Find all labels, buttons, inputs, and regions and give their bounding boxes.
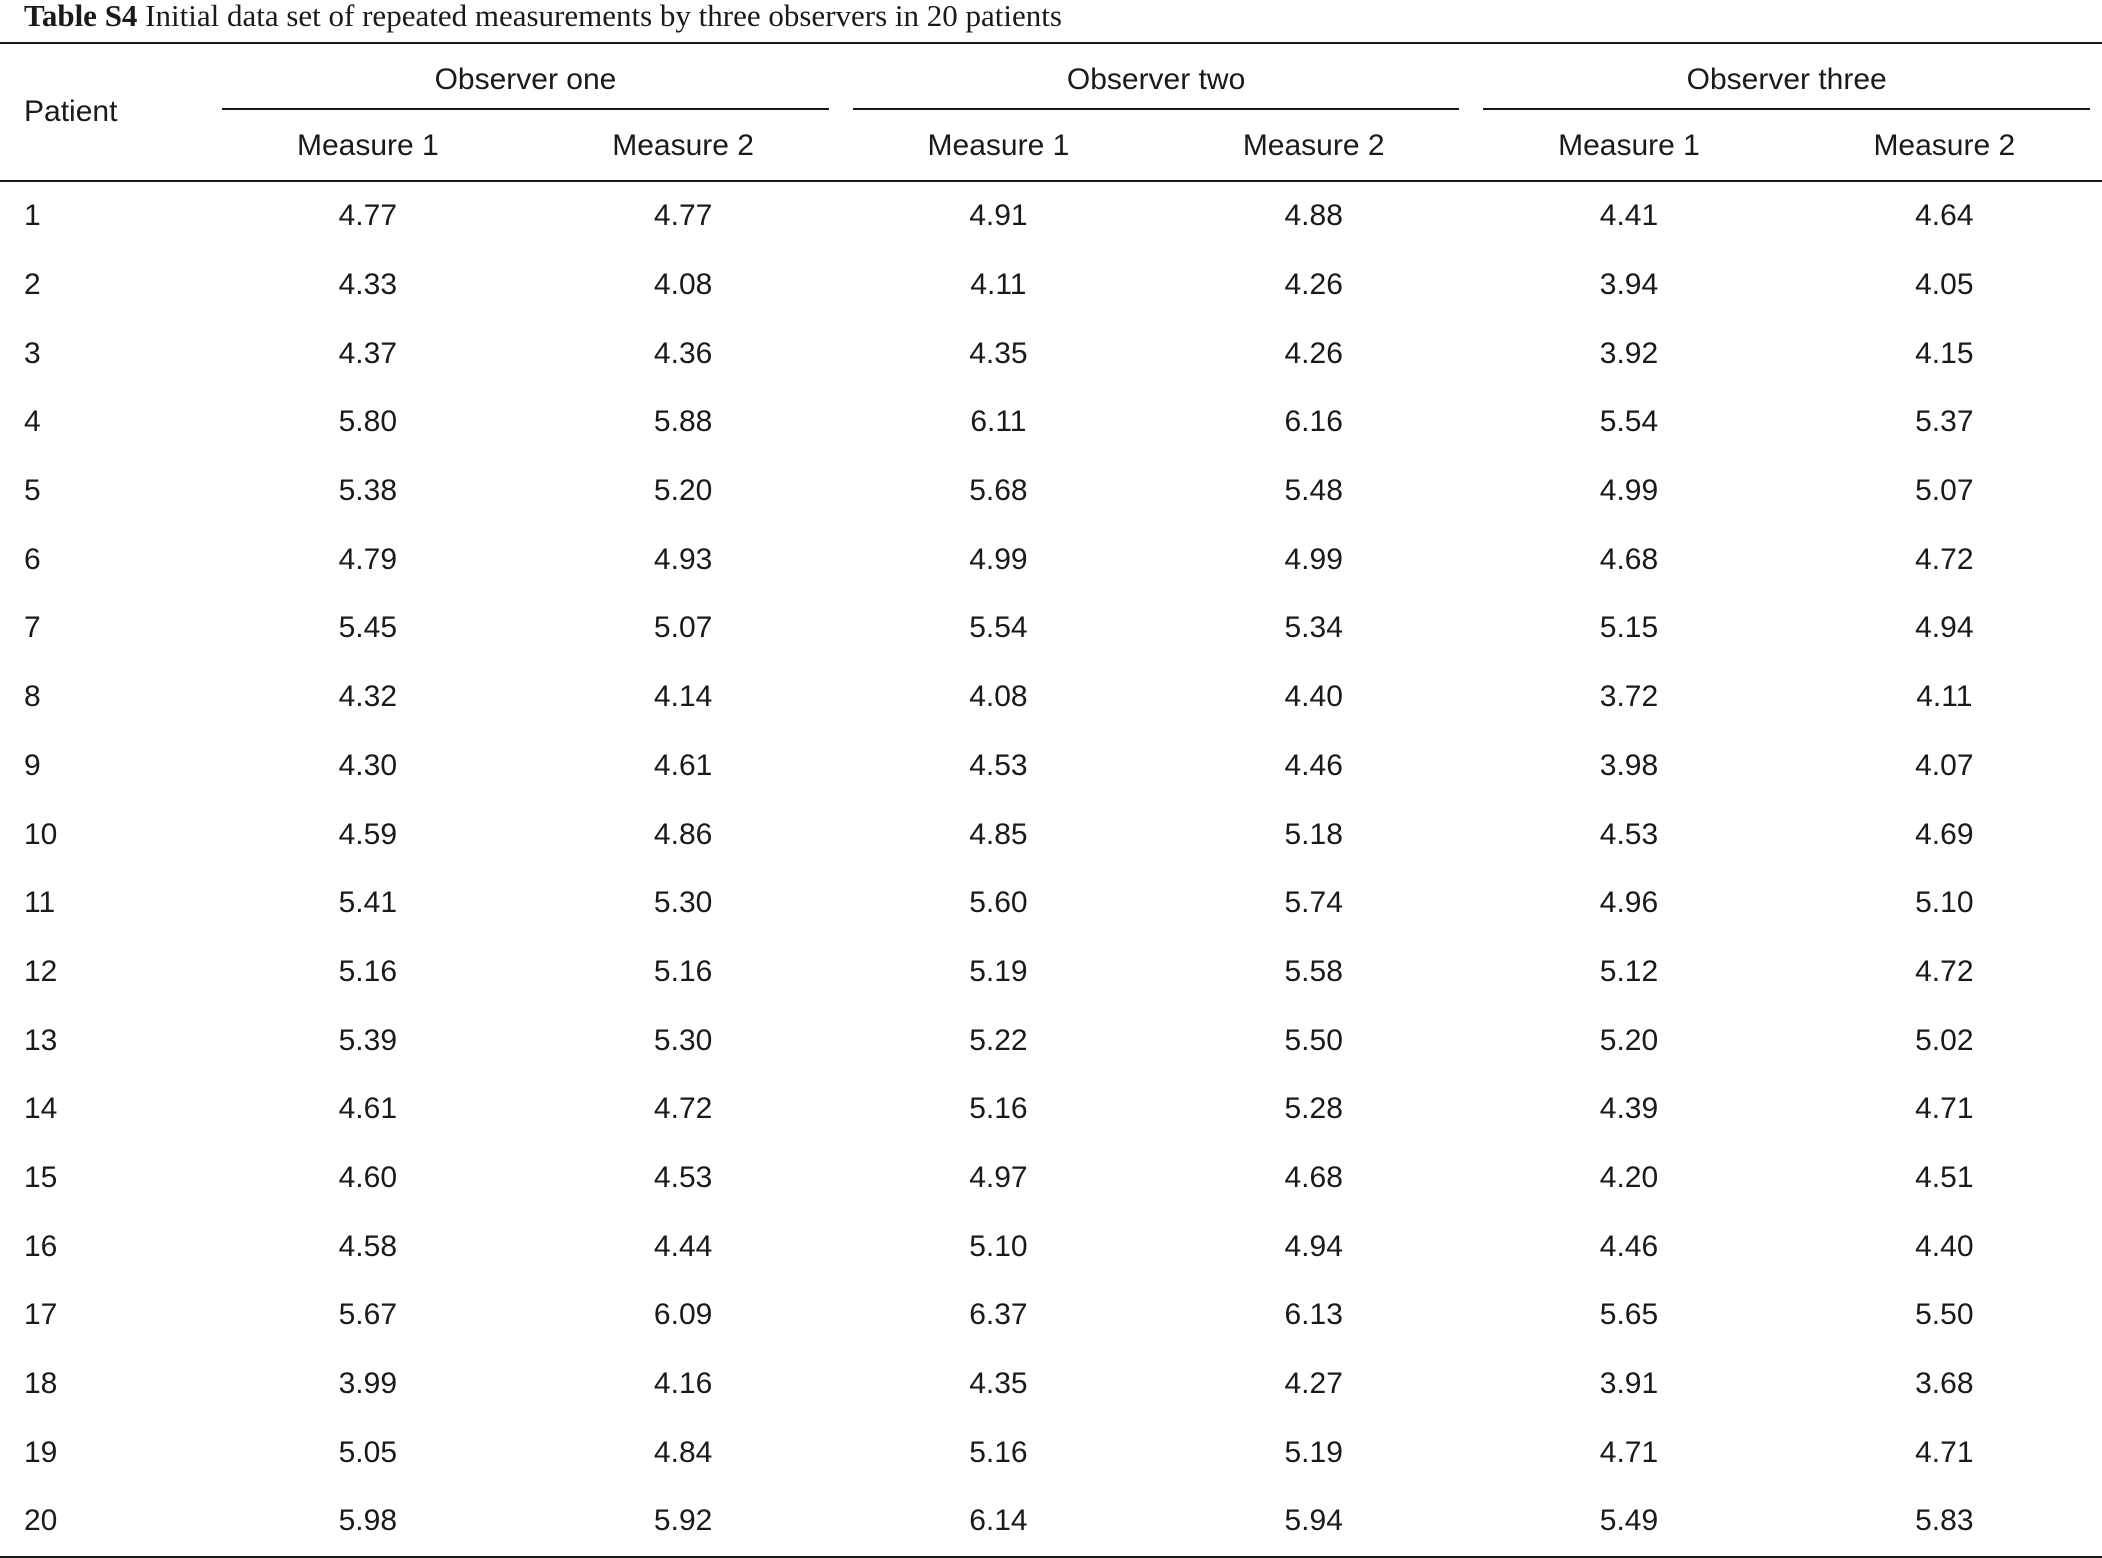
measurement-cell: 4.91 (969, 199, 1028, 233)
measurement-cell: 6.16 (1284, 405, 1343, 439)
measurement-cell: 5.10 (1915, 886, 1974, 920)
table-body (0, 181, 2102, 1557)
table-row (0, 457, 2102, 526)
patient-id-cell: 5 (24, 474, 41, 508)
measurement-cell: 4.37 (338, 336, 398, 370)
measurement-cell: 6.11 (970, 405, 1027, 439)
measurement-cell: 4.94 (1284, 1229, 1343, 1263)
measurement-cell: 4.58 (338, 1229, 398, 1263)
observer-one-label: Observer one (222, 46, 829, 110)
measurement-cell: 4.97 (969, 1160, 1028, 1194)
measurement-cell: 5.54 (1599, 405, 1659, 439)
measurement-cell: 4.40 (1284, 680, 1343, 714)
measurement-cell: 3.68 (1915, 1367, 1974, 1401)
table-row (0, 388, 2102, 457)
measurement-cell: 4.11 (1916, 680, 1973, 714)
measurement-cell: 5.16 (653, 954, 713, 988)
table-row (0, 1281, 2102, 1350)
patient-id-cell: 19 (24, 1435, 58, 1469)
measurement-cell: 4.60 (338, 1160, 398, 1194)
measurement-cell: 4.71 (1915, 1092, 1974, 1126)
measurement-cell: 4.07 (1915, 748, 1974, 782)
measurement-cell: 5.49 (1471, 1487, 1786, 1557)
column-header-measure: Measure 1 (210, 112, 525, 181)
patient-id-cell: 20 (0, 1487, 210, 1557)
patient-id-cell: 16 (24, 1229, 58, 1263)
measurement-cell: 5.30 (653, 886, 713, 920)
measurement-cell: 4.39 (1599, 1092, 1659, 1126)
table-row (0, 594, 2102, 663)
measurement-cell: 5.98 (210, 1487, 525, 1557)
measurement-cell: 3.98 (1599, 748, 1659, 782)
table-row (0, 1418, 2102, 1487)
measurement-cell: 4.77 (653, 199, 713, 233)
measurement-cell: 5.20 (653, 474, 713, 508)
patient-id-cell: 2 (24, 268, 41, 302)
measurement-cell: 5.16 (969, 1435, 1028, 1469)
measurement-cell: 4.51 (1915, 1160, 1974, 1194)
measurement-cell: 6.14 (841, 1487, 1156, 1557)
measurement-cell: 5.02 (1915, 1023, 1974, 1057)
measurement-cell: 5.28 (1284, 1092, 1343, 1126)
column-group-observer-three (1471, 43, 2102, 112)
column-header-patient: Patient (0, 43, 210, 181)
measurement-cell: 4.64 (1915, 199, 1974, 233)
measurement-cell: 4.08 (969, 680, 1028, 714)
measurement-cell: 4.61 (338, 1092, 398, 1126)
measurement-cell: 4.72 (1915, 954, 1974, 988)
measurement-cell: 3.99 (338, 1367, 398, 1401)
measurement-cell: 5.22 (969, 1023, 1028, 1057)
measurement-cell: 4.77 (338, 199, 398, 233)
patient-id-cell: 11 (24, 886, 56, 920)
measurement-cell: 4.46 (1599, 1229, 1659, 1263)
column-header-measure: Measure 1 (1471, 112, 1786, 181)
measurement-cell: 5.80 (338, 405, 398, 439)
measurement-cell: 4.88 (1284, 199, 1343, 233)
measurement-cell: 4.32 (338, 680, 398, 714)
measurement-cell: 5.15 (1599, 611, 1659, 645)
patient-id-cell: 17 (24, 1298, 58, 1332)
measurement-cell: 4.84 (653, 1435, 713, 1469)
measurement-cell: 4.68 (1599, 542, 1659, 576)
measurement-cell: 4.53 (1599, 817, 1659, 851)
observer-three-label: Observer three (1483, 46, 2090, 110)
observer-two-label: Observer two (853, 46, 1460, 110)
column-header-measure: Measure 1 (841, 112, 1156, 181)
table-row (0, 1006, 2102, 1075)
table-row (0, 663, 2102, 732)
measurement-cell: 4.20 (1599, 1160, 1659, 1194)
measurement-cell: 4.72 (653, 1092, 713, 1126)
measurement-cell: 4.11 (970, 268, 1027, 302)
measurement-cell: 4.99 (969, 542, 1028, 576)
table-row (0, 319, 2102, 388)
measurement-cell: 4.44 (653, 1229, 713, 1263)
table-caption (24, 0, 1062, 34)
measurement-cell: 4.35 (969, 1367, 1028, 1401)
patient-id-cell: 4 (24, 405, 41, 439)
patient-id-cell: 8 (24, 680, 41, 714)
table-row (0, 1144, 2102, 1213)
patient-id-cell: 6 (24, 542, 41, 576)
measurement-cell: 5.60 (969, 886, 1028, 920)
measurement-cell: 4.15 (1915, 336, 1974, 370)
header-row-measures (0, 112, 2102, 181)
column-header-measure: Measure 2 (1156, 112, 1471, 181)
measurements-table (0, 42, 2102, 1558)
measurement-cell: 5.50 (1284, 1023, 1343, 1057)
measurement-cell: 4.36 (653, 336, 713, 370)
measurement-cell: 5.74 (1284, 886, 1343, 920)
measurement-cell: 4.26 (1284, 268, 1343, 302)
measurement-cell: 6.09 (653, 1298, 713, 1332)
measurement-cell: 5.48 (1284, 474, 1343, 508)
table-row (0, 525, 2102, 594)
table-caption-label: Table S4 (24, 0, 138, 33)
table-row (0, 181, 2102, 251)
column-group-observer-one (210, 43, 841, 112)
patient-id-cell: 7 (24, 611, 41, 645)
measurement-cell: 5.50 (1915, 1298, 1974, 1332)
measurement-cell: 5.10 (969, 1229, 1028, 1263)
measurement-cell: 5.58 (1284, 954, 1343, 988)
patient-id-cell: 15 (24, 1160, 58, 1194)
table-row (0, 1350, 2102, 1419)
measurement-cell: 4.27 (1284, 1367, 1343, 1401)
measurement-cell: 4.99 (1284, 542, 1343, 576)
table-row (0, 251, 2102, 320)
measurement-cell: 4.69 (1915, 817, 1974, 851)
measurement-cell: 4.59 (338, 817, 398, 851)
measurement-cell: 5.19 (1284, 1435, 1343, 1469)
measurement-cell: 5.67 (338, 1298, 398, 1332)
measurement-cell: 4.94 (1915, 611, 1974, 645)
measurement-cell: 4.96 (1599, 886, 1659, 920)
measurement-cell: 4.71 (1915, 1435, 1974, 1469)
patient-id-cell: 12 (24, 954, 58, 988)
measurement-cell: 5.65 (1599, 1298, 1659, 1332)
table-row (0, 732, 2102, 801)
patient-id-cell: 18 (24, 1367, 58, 1401)
measurement-cell: 4.86 (653, 817, 713, 851)
measurement-cell: 4.30 (338, 748, 398, 782)
measurement-cell: 3.72 (1599, 680, 1659, 714)
column-header-measure: Measure 2 (525, 112, 840, 181)
measurement-cell: 5.07 (653, 611, 713, 645)
table-row (0, 800, 2102, 869)
measurement-cell: 4.61 (653, 748, 713, 782)
measurement-cell: 5.16 (969, 1092, 1028, 1126)
measurement-cell: 4.79 (338, 542, 398, 576)
measurement-cell: 5.34 (1284, 611, 1343, 645)
measurement-cell: 5.07 (1915, 474, 1974, 508)
measurement-cell: 4.16 (653, 1367, 713, 1401)
measurement-cell: 5.38 (338, 474, 398, 508)
patient-id-cell: 10 (24, 817, 58, 851)
measurement-cell: 4.68 (1284, 1160, 1343, 1194)
measurement-cell: 5.39 (338, 1023, 398, 1057)
measurement-cell: 5.30 (653, 1023, 713, 1057)
table-row (0, 1075, 2102, 1144)
measurement-cell: 4.93 (653, 542, 713, 576)
measurement-cell: 4.05 (1915, 268, 1974, 302)
measurement-cell: 4.33 (338, 268, 398, 302)
table-header (0, 43, 2102, 181)
measurement-cell: 5.12 (1599, 954, 1659, 988)
patient-id-cell: 13 (24, 1023, 58, 1057)
measurement-cell: 4.08 (653, 268, 713, 302)
measurement-cell: 5.19 (969, 954, 1028, 988)
measurement-cell: 4.71 (1599, 1435, 1659, 1469)
measurement-cell: 5.05 (338, 1435, 398, 1469)
measurement-cell: 5.54 (969, 611, 1028, 645)
measurement-cell: 3.91 (1599, 1367, 1659, 1401)
measurement-cell: 4.46 (1284, 748, 1343, 782)
table-row (0, 938, 2102, 1007)
measurement-cell: 5.92 (525, 1487, 840, 1557)
measurement-cell: 5.83 (1787, 1487, 2102, 1557)
table-row (0, 869, 2102, 938)
table-caption-text: Initial data set of repeated measurements by three observers in 20 patients (145, 0, 1062, 33)
measurement-cell: 5.37 (1915, 405, 1974, 439)
patient-id-cell: 9 (24, 748, 41, 782)
measurement-cell: 5.94 (1156, 1487, 1471, 1557)
measurement-cell: 4.85 (969, 817, 1028, 851)
table-row (0, 1487, 2102, 1557)
measurement-cell: 4.26 (1284, 336, 1343, 370)
measurement-cell: 5.88 (653, 405, 713, 439)
measurement-cell: 6.37 (969, 1298, 1028, 1332)
measurement-cell: 4.35 (969, 336, 1028, 370)
patient-id-cell: 3 (24, 336, 41, 370)
measurement-cell: 3.92 (1599, 336, 1659, 370)
patient-id-cell: 1 (24, 199, 41, 233)
measurement-cell: 6.13 (1284, 1298, 1343, 1332)
measurement-cell: 4.53 (969, 748, 1028, 782)
measurement-cell: 4.40 (1915, 1229, 1974, 1263)
measurement-cell: 5.68 (969, 474, 1028, 508)
table-row (0, 1212, 2102, 1281)
measurement-cell: 4.72 (1915, 542, 1974, 576)
measurement-cell: 5.41 (338, 886, 398, 920)
measurement-cell: 4.14 (653, 680, 713, 714)
measurement-cell: 5.20 (1599, 1023, 1659, 1057)
measurement-cell: 4.53 (653, 1160, 713, 1194)
measurement-cell: 4.99 (1599, 474, 1659, 508)
measurement-cell: 3.94 (1599, 268, 1659, 302)
column-header-measure: Measure 2 (1787, 112, 2102, 181)
patient-id-cell: 14 (24, 1092, 58, 1126)
measurement-cell: 4.41 (1599, 199, 1659, 233)
header-row-observers (0, 43, 2102, 112)
measurement-cell: 5.45 (338, 611, 398, 645)
measurement-cell: 5.16 (338, 954, 398, 988)
measurement-cell: 5.18 (1284, 817, 1343, 851)
column-group-observer-two (841, 43, 1472, 112)
